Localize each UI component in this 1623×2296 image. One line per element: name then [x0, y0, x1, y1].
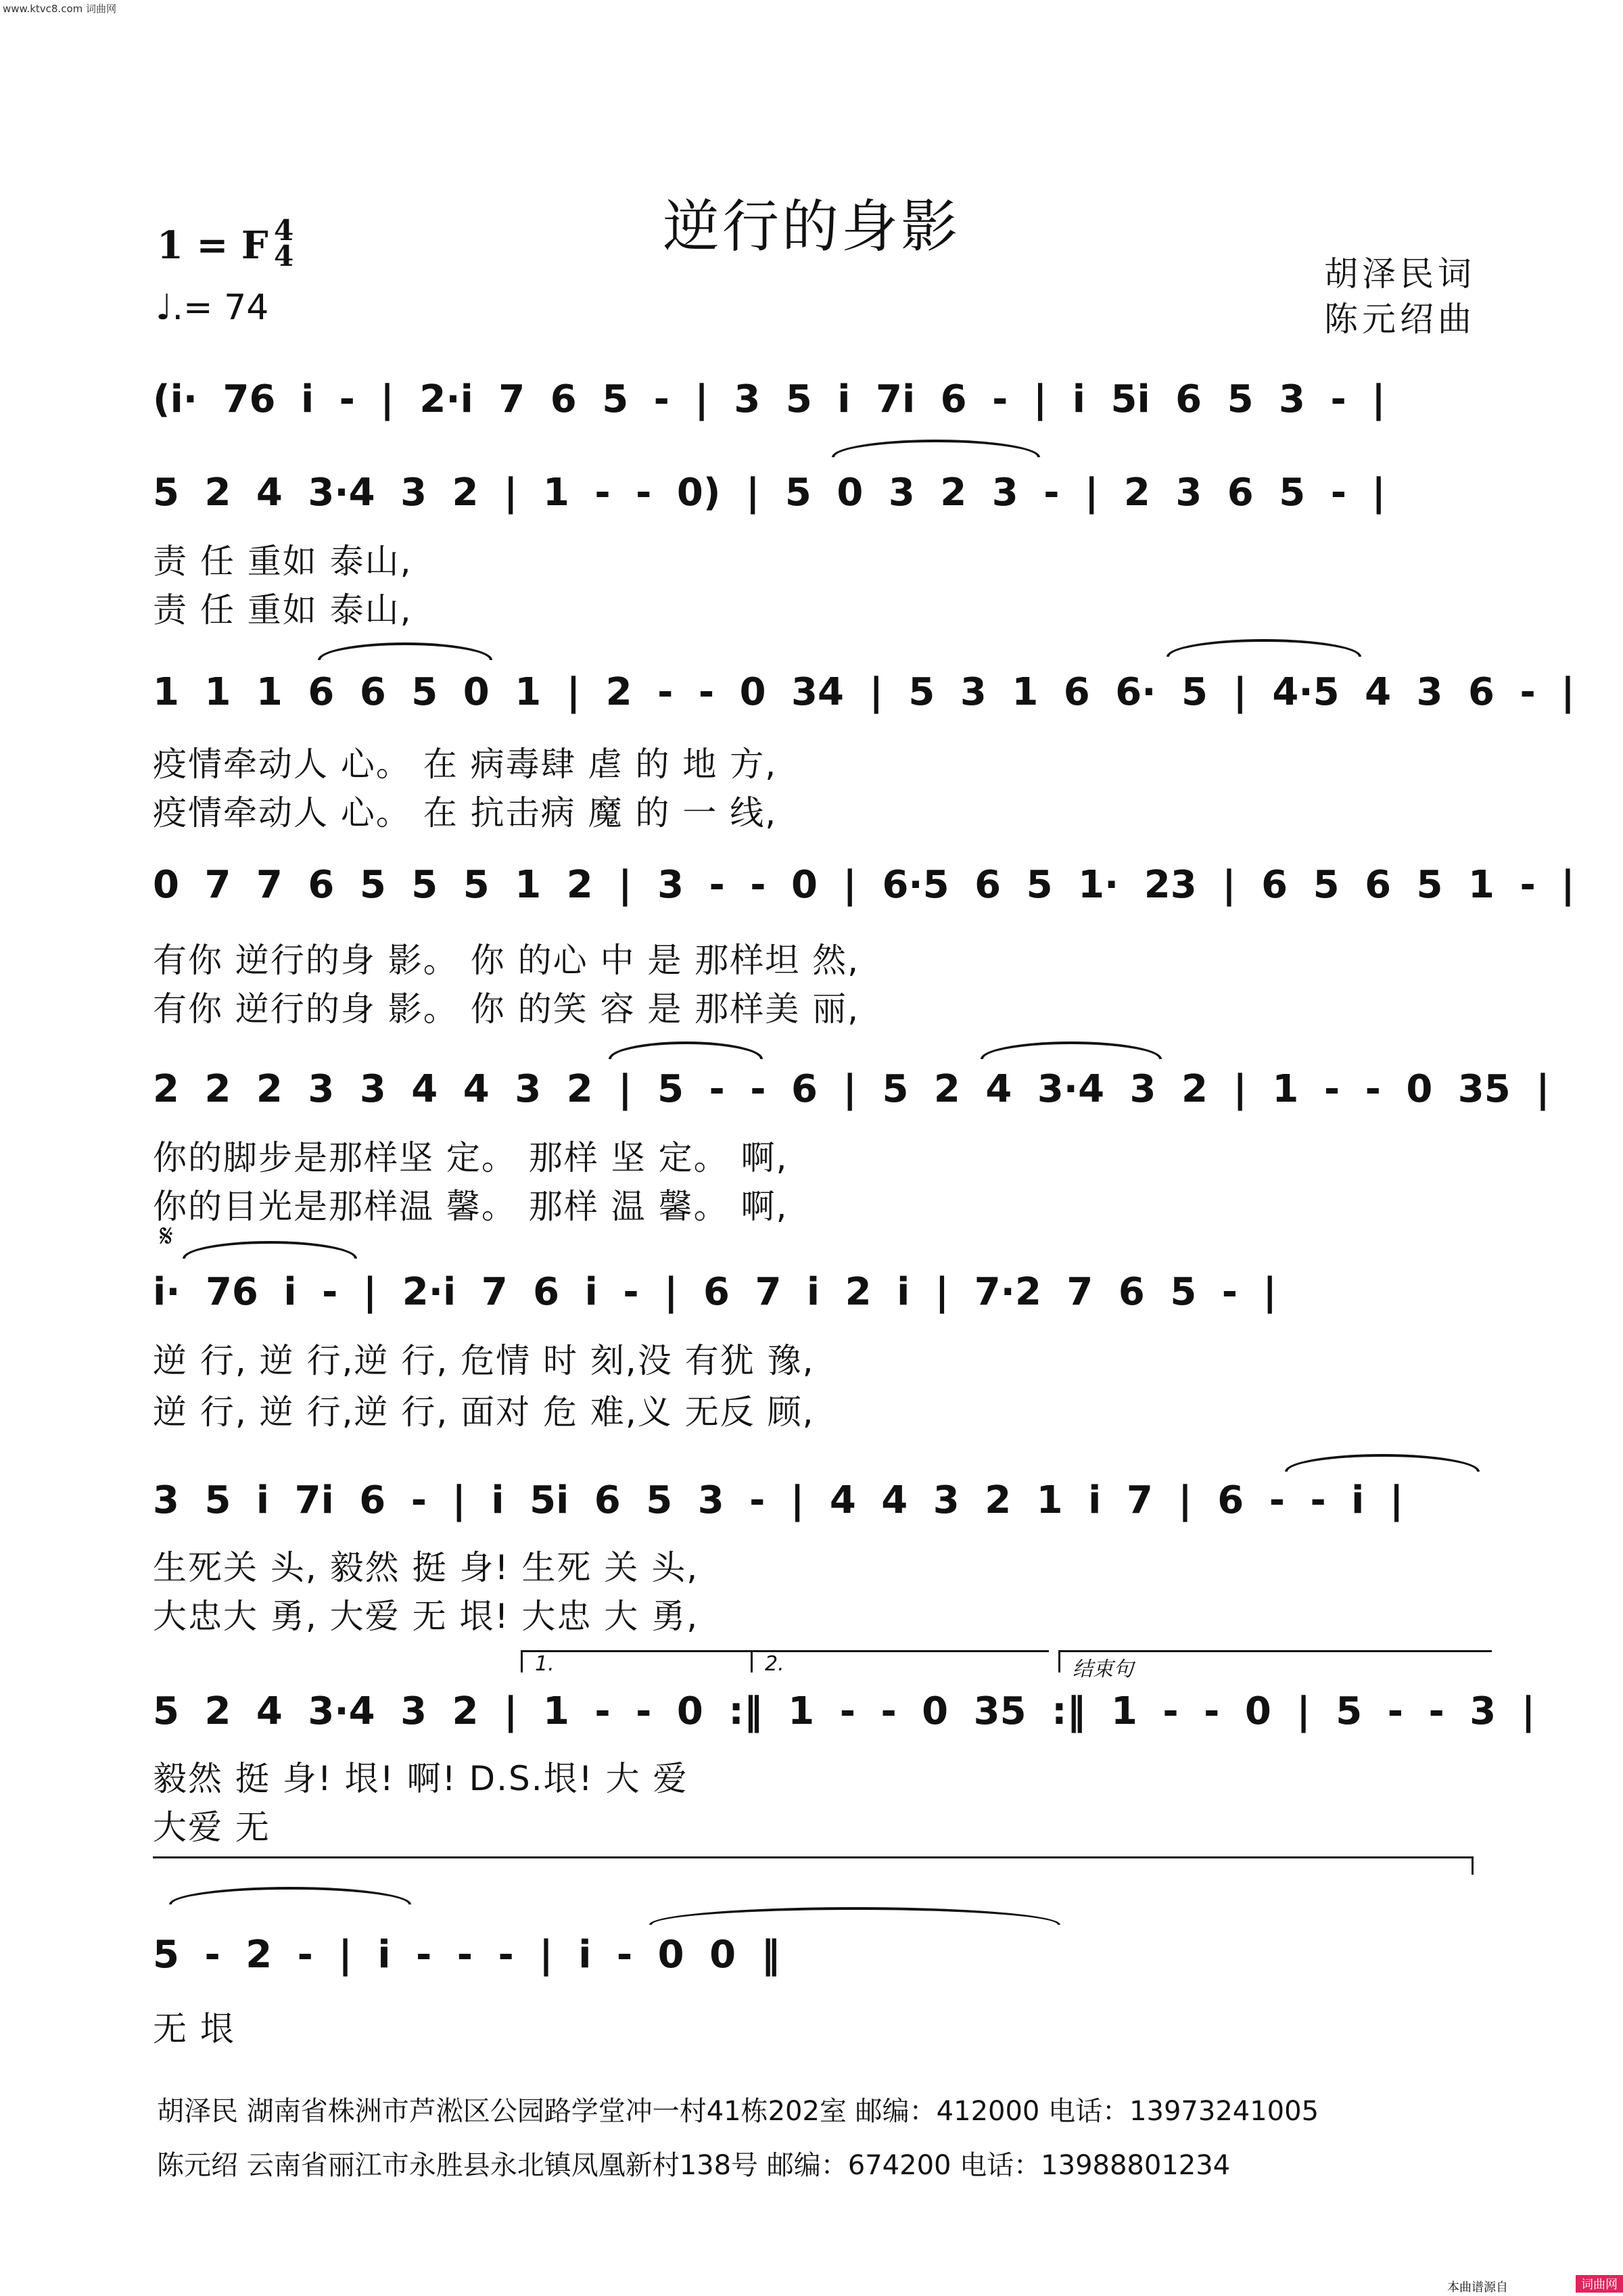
slur-mark [183, 1241, 357, 1259]
volta-second: 2. [751, 1650, 1049, 1672]
lyric-4-verse-1: 有你 逆行的身 影。 你 的心 中 是 那样坦 然, [153, 941, 860, 980]
time-signature [274, 214, 294, 273]
slur-mark [832, 440, 1040, 457]
time-top: 4 [274, 214, 294, 247]
corner-source-label: 本曲谱源自 [1447, 2280, 1508, 2295]
composer-credit: 陈元绍曲 [1324, 300, 1476, 339]
corner-logo: 词曲网 [1576, 2275, 1623, 2293]
score-line-2: 5 2 4 3·4 3 2 | 1 - - 0) | 5 0 3 2 3 - | 2 3 6 5 - | [153, 470, 1386, 515]
score-line-1: (i· 76 i - | 2·i 7 6 5 - | 3 5 i 7i 6 - | i 5i 6 5 3 - | [153, 377, 1386, 421]
lyric-7-verse-2: 大忠大 勇, 大爱 无 垠! 大忠 大 勇, [153, 1597, 699, 1636]
lyric-2-verse-2: 责 任 重如 泰山, [153, 590, 413, 630]
slur-mark [169, 1887, 411, 1904]
score-line-6: i· 76 i - | 2·i 7 6 i - | 6 7 i 2 i | 7·2 7 6 5 - | [153, 1269, 1277, 1314]
tempo-marking: ♩.= 74 [156, 287, 269, 328]
slur-mark [1167, 639, 1361, 657]
lyric-3-verse-1: 疫情牵动人 心。 在 病毒肆 虐 的 地 方, [153, 745, 778, 784]
score-line-9: 5 - 2 - | i - - - | i - 0 0 ‖ [153, 1932, 780, 1977]
slur-mark [609, 1041, 763, 1059]
score-line-8: 5 2 4 3·4 3 2 | 1 - - 0 :‖ 1 - - 0 35 :‖ 1 - - 0 | 5 - - 3 | [153, 1689, 1536, 1733]
slur-mark [649, 1907, 1060, 1925]
score-line-4: 0 7 7 6 5 5 5 1 2 | 3 - - 0 | 6·5 6 5 1· 23 | 6 5 6 5 1 - | [153, 862, 1575, 907]
footer-lyricist-address: 胡泽民 湖南省株洲市芦淞区公园路学堂冲一村41栋202室 邮编：412000 电话：13973241005 [157, 2096, 1319, 2127]
ending-bracket [153, 1856, 1474, 1875]
lyric-6-verse-2: 逆 行, 逆 行,逆 行, 面对 危 难,义 无反 顾, [153, 1392, 815, 1432]
song-title: 逆行的身影 [662, 193, 960, 260]
footer-composer-address: 陈元绍 云南省丽江市永胜县永北镇凤凰新村138号 邮编：674200 电话：13988801234 [157, 2150, 1231, 2181]
lyric-7-verse-1: 生死关 头, 毅然 挺 身! 生死 关 头, [153, 1548, 699, 1587]
score-line-3: 1 1 1 6 6 5 0 1 | 2 - - 0 34 | 5 3 1 6 6· 5 | 4·5 4 3 6 - | [153, 670, 1575, 714]
lyric-8-verse-2: 大爱 无 [153, 1808, 270, 1847]
score-line-5: 2 2 2 3 3 4 4 3 2 | 5 - - 6 | 5 2 4 3·4 3 2 | 1 - - 0 35 | [153, 1067, 1550, 1111]
volta-first: 1. [521, 1650, 751, 1672]
key-signature: 1 = F [157, 223, 268, 268]
lyric-9: 无 垠 [153, 2009, 235, 2048]
lyric-2-verse-1: 责 任 重如 泰山, [153, 542, 413, 581]
lyricist-credit: 胡泽民词 [1324, 254, 1476, 294]
time-bottom: 4 [274, 239, 294, 273]
volta-coda: 结束句 [1058, 1650, 1492, 1672]
slur-mark [318, 642, 492, 660]
segno-sign: 𝄋 [160, 1217, 173, 1254]
lyric-5-verse-1: 你的脚步是那样坚 定。 那样 坚 定。 啊, [153, 1138, 789, 1177]
slur-mark [1285, 1454, 1480, 1472]
lyric-6-verse-1: 逆 行, 逆 行,逆 行, 危情 时 刻,没 有犹 豫, [153, 1341, 815, 1380]
lyric-8-verse-1: 毅然 挺 身! 垠! 啊! D.S.垠! 大 爱 [153, 1759, 688, 1798]
lyric-5-verse-2: 你的目光是那样温 馨。 那样 温 馨。 啊, [153, 1187, 789, 1226]
score-line-7: 3 5 i 7i 6 - | i 5i 6 5 3 - | 4 4 3 2 1 i 7 | 6 - - i | [153, 1478, 1404, 1522]
lyric-3-verse-2: 疫情牵动人 心。 在 抗击病 魔 的 一 线, [153, 793, 778, 833]
site-watermark: www.ktvc8.com 词曲网 [3, 3, 117, 15]
slur-mark [981, 1041, 1162, 1059]
lyric-4-verse-2: 有你 逆行的身 影。 你 的笑 容 是 那样美 丽, [153, 989, 860, 1029]
